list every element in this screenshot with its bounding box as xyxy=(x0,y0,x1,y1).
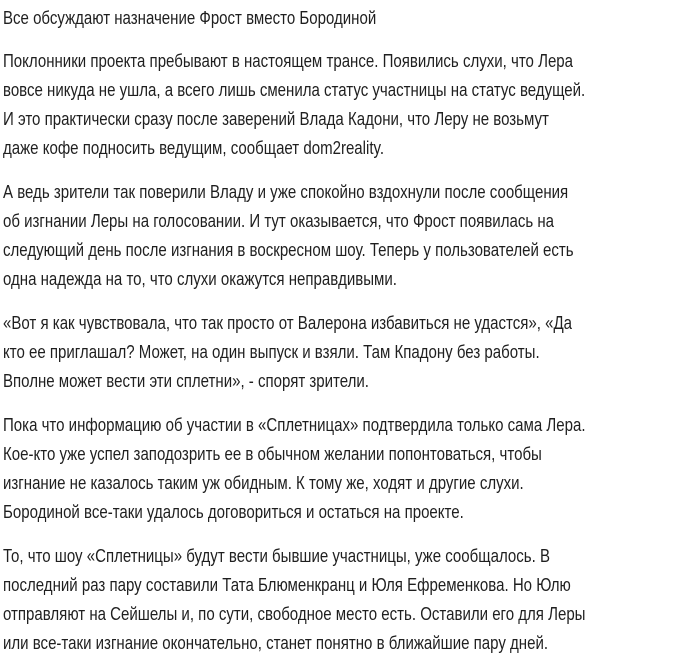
text-line: Бородиной все-таки удалось договориться и остаться на проекте. xyxy=(3,502,464,522)
text-line: Пока что информацию об участии в «Сплетницах» подтвердила только сама Лера. xyxy=(3,415,586,435)
spacer xyxy=(3,294,688,309)
spacer xyxy=(3,33,688,47)
text-line: изгнание не казалось таким уж обидным. К тому же, ходят и другие слухи. xyxy=(3,473,524,493)
spacer xyxy=(3,163,688,178)
text-line: То, что шоу «Сплетницы» будут вести бывшие участницы, уже сообщалось. В xyxy=(3,546,551,566)
text-line: следующий день после изгнания в воскресном шоу. Теперь у пользователей есть xyxy=(3,240,574,260)
text-line: отправляют на Сейшелы и, по сути, свободное место есть. Оставили его для Леры xyxy=(3,604,586,624)
text-line: одна надежда на то, что слухи окажутся неправдивыми. xyxy=(3,269,397,289)
paragraph-4 xyxy=(3,411,688,527)
text-line: Кое-кто уже успел заподозрить ее в обычном желании попонтоваться, чтобы xyxy=(3,444,542,464)
paragraph-5 xyxy=(3,542,688,658)
text-line: Вполне может вести эти сплетни», - спорят зрители. xyxy=(3,371,369,391)
text-line: Поклонники проекта пребывают в настоящем трансе. Появились слухи, что Лера xyxy=(3,51,574,71)
text-line: А ведь зрители так поверили Владу и уже спокойно вздохнули после сообщения xyxy=(3,182,569,202)
text-line: последний раз пару составили Тата Блюменкранц и Юля Ефременкова. Но Юлю xyxy=(3,575,571,595)
spacer xyxy=(3,527,688,542)
text-line: кто ее приглашал? Может, на один выпуск и взяли. Там Кпадону без работы. xyxy=(3,342,540,362)
text-line: об изгнании Леры на голосовании. И тут оказывается, что Фрост появилась на xyxy=(3,211,555,231)
article xyxy=(3,0,688,658)
text-line: вовсе никуда не ушла, а всего лишь сменила статус участницы на статус ведущей. xyxy=(3,80,586,100)
paragraph-1 xyxy=(3,47,688,163)
text-line: или все-таки изгнание окончательно, станет понятно в ближайшие пару дней. xyxy=(3,633,549,653)
text-line: даже кофе подносить ведущим, сообщает dom2reality. xyxy=(3,138,385,158)
spacer xyxy=(3,396,688,411)
article-title: Все обсуждают назначение Фрост вместо Бородиной xyxy=(3,8,377,28)
paragraph-2 xyxy=(3,178,688,294)
text-line: И это практически сразу после заверений Влада Кадони, что Леру не возьмут xyxy=(3,109,549,129)
paragraph-3 xyxy=(3,309,688,396)
text-line: «Вот я как чувствовала, что так просто от Валерона избавиться не удастся», «Да xyxy=(3,313,573,333)
